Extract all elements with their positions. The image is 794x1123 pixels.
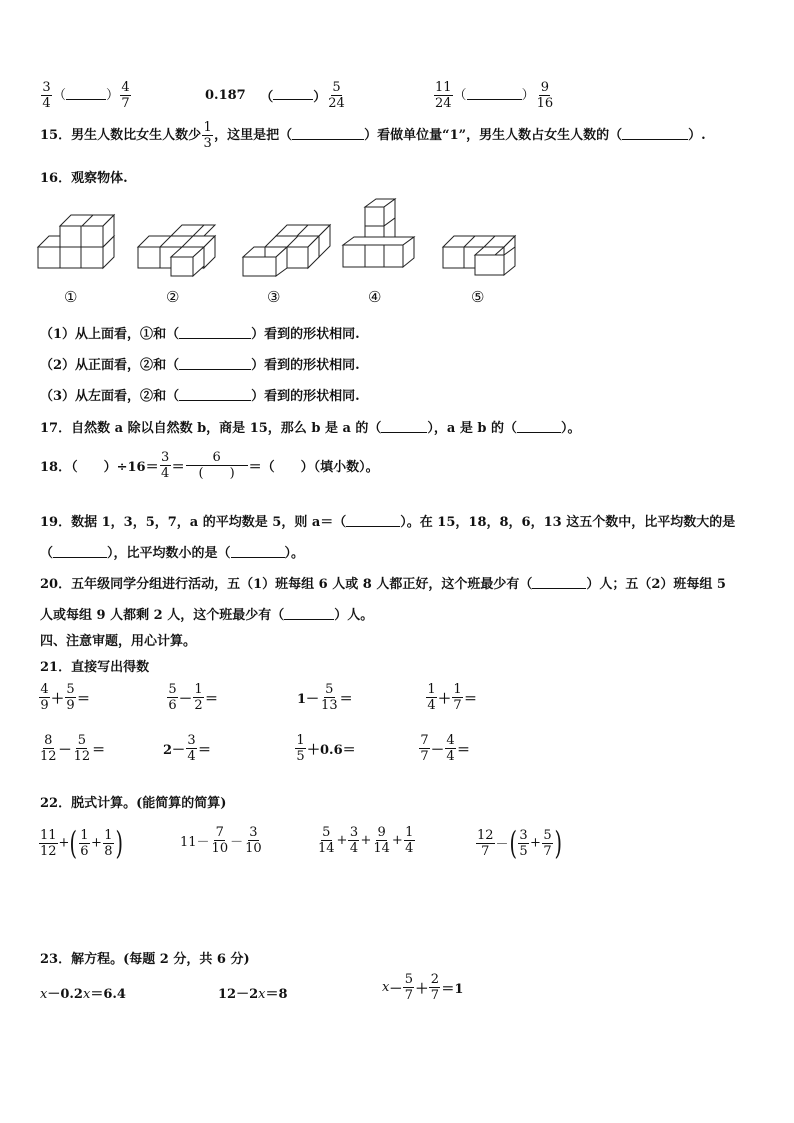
- question-text: ）.: [688, 128, 706, 143]
- question-20-line-1: [40, 573, 726, 592]
- answer-blank[interactable]: [179, 357, 251, 370]
- numerator: 4: [40, 682, 49, 697]
- operator: －: [495, 837, 509, 853]
- question-16-part-1: [40, 323, 360, 342]
- fraction: [403, 972, 414, 1003]
- answer-blank[interactable]: [66, 87, 106, 100]
- cube-figure-5: [443, 236, 515, 275]
- fraction: [372, 825, 391, 856]
- expression-text: ＝8: [265, 987, 288, 1002]
- fraction: [476, 828, 495, 859]
- cube-figure-3: [243, 225, 330, 276]
- question-20-line-2: [40, 604, 373, 623]
- question-number: 19．: [40, 515, 72, 530]
- numerator: 3: [519, 827, 528, 843]
- simplify-item-3: [316, 825, 416, 856]
- compare-item-2: [205, 80, 347, 111]
- equals-sign: ＝: [339, 692, 353, 707]
- question-text: 观察物体.: [71, 171, 128, 186]
- fraction: [419, 733, 430, 764]
- denominator: 13: [321, 698, 338, 713]
- fraction: [41, 80, 52, 111]
- denominator: 16: [536, 96, 554, 111]
- calc-item-6: [163, 733, 211, 764]
- fraction: [426, 682, 437, 713]
- operator: －: [389, 982, 403, 997]
- question-text: 数据 1，3，5，7，a 的平均数是 5，则 a＝（: [71, 515, 347, 530]
- question-15: [40, 120, 706, 151]
- fraction: [320, 682, 339, 713]
- expression-text: ＋0.6＝: [307, 743, 356, 758]
- question-text: ）。: [284, 546, 305, 561]
- operator: ＋: [51, 692, 65, 707]
- denominator: 12: [40, 843, 57, 859]
- numerator: 1: [203, 120, 212, 135]
- question-text: （1）从上面看，: [40, 327, 141, 342]
- fraction: [404, 825, 415, 856]
- operator: ＋: [415, 982, 429, 997]
- fraction: [348, 825, 359, 856]
- numerator: 11: [40, 827, 57, 843]
- question-22-title: [40, 792, 226, 811]
- calc-item-7: [294, 733, 356, 764]
- denominator: 12: [40, 749, 57, 764]
- question-17: [40, 417, 581, 436]
- fraction: [434, 80, 453, 111]
- simplify-item-1: [38, 825, 123, 861]
- cube-figure-1: [38, 215, 114, 268]
- variable: x: [258, 987, 266, 1002]
- fraction: [518, 828, 529, 859]
- fraction: [244, 825, 263, 856]
- calc-item-1: [38, 682, 90, 713]
- denominator: 2: [194, 698, 203, 713]
- fraction: [186, 450, 248, 481]
- fraction: [39, 682, 50, 713]
- numerator: 7: [420, 733, 429, 748]
- calc-item-8: [418, 733, 470, 764]
- numerator: 5: [325, 682, 334, 697]
- question-text: 和（: [153, 327, 180, 342]
- answer-blank[interactable]: [53, 545, 107, 558]
- variable: x: [82, 987, 91, 1002]
- operator: －: [58, 743, 72, 758]
- right-paren: ): [115, 824, 123, 862]
- question-text: ）看做单位量“1”，男生人数占女生人数的（: [364, 128, 623, 143]
- denominator: 4: [405, 841, 414, 856]
- question-text: ）人。: [334, 608, 374, 623]
- equals-sign: ＝: [171, 460, 185, 475]
- fraction: [295, 733, 306, 764]
- denominator: 4: [446, 749, 455, 764]
- equals-sign: ＝: [92, 743, 106, 758]
- equals-sign: ＝: [464, 692, 478, 707]
- fraction: [79, 828, 90, 859]
- question-text: 脱式计算。(能简算的简算): [71, 796, 227, 811]
- right-paren: ): [554, 824, 562, 862]
- numerator: 5: [168, 682, 177, 697]
- question-number: 17．: [40, 421, 72, 436]
- operator: +: [391, 833, 403, 848]
- denominator: 3: [203, 136, 212, 151]
- operator: ＋: [438, 692, 452, 707]
- question-text: 和（: [153, 389, 180, 404]
- figure-reference: ②: [140, 389, 154, 404]
- question-text: 解方程。(每题 2 分，共 6 分): [71, 952, 250, 967]
- figure-reference: ②: [140, 358, 154, 373]
- question-text: ），a 是 b 的（: [427, 421, 518, 436]
- equals-sign: ＝: [77, 692, 91, 707]
- calc-item-4: [425, 682, 477, 713]
- simplify-item-4: [475, 825, 562, 861]
- operator: +: [530, 835, 541, 851]
- operator: －: [179, 692, 193, 707]
- numerator: 6: [186, 450, 248, 466]
- answer-blank[interactable]: [346, 514, 400, 527]
- operator: －: [431, 743, 445, 758]
- fraction: [542, 828, 553, 859]
- numerator: 8: [44, 733, 53, 748]
- numerator: 5: [66, 682, 75, 697]
- question-21-title: [40, 656, 149, 675]
- question-number: 16．: [40, 171, 72, 186]
- denominator: 7: [430, 988, 440, 1003]
- denominator: 5: [519, 843, 528, 859]
- figure-label-4: ④: [368, 288, 382, 306]
- fraction: [65, 682, 76, 713]
- question-16-part-2: [40, 354, 360, 373]
- paren: ）: [521, 88, 535, 103]
- question-text: ）人；五（2）班每组 5: [586, 577, 726, 592]
- fraction: [202, 120, 213, 151]
- question-text: （2）从正面看，: [40, 358, 141, 373]
- operator: +: [90, 835, 102, 851]
- fraction: [167, 682, 178, 713]
- question-text: 人或每组 9 人都剩 2 人，这个班最少有（: [40, 608, 285, 623]
- fraction: [452, 682, 463, 713]
- denominator: 7: [543, 843, 552, 859]
- fraction: [103, 828, 114, 859]
- question-number: 15．: [40, 128, 72, 143]
- answer-blank[interactable]: [381, 420, 427, 433]
- numerator: 3: [42, 80, 51, 95]
- denominator: 14: [373, 841, 390, 856]
- denominator: 24: [435, 96, 452, 111]
- denominator: 7: [453, 698, 462, 713]
- denominator: 10: [211, 841, 229, 856]
- question-text: ）看到的形状相同.: [251, 389, 360, 404]
- numerator: 9: [377, 825, 386, 840]
- fraction: [317, 825, 336, 856]
- numerator: 1: [296, 733, 305, 748]
- question-text: 自然数 a 除以自然数 b，商是 15，那么 b 是 a 的（: [71, 421, 382, 436]
- answer-blank[interactable]: [231, 545, 285, 558]
- decimal-value: 0.187: [205, 88, 246, 103]
- left-paren: (: [509, 824, 517, 862]
- answer-blank[interactable]: [292, 127, 364, 140]
- denominator: 9: [40, 698, 49, 713]
- fraction: [73, 733, 92, 764]
- operator: +: [336, 833, 348, 848]
- expression-text: 11－: [180, 835, 210, 850]
- denominator: 6: [168, 698, 177, 713]
- question-text: ）。在 15，18，8，6，13 这五个数中，比平均数大的是: [400, 515, 736, 530]
- denominator: 7: [420, 749, 429, 764]
- equation-1: [40, 983, 126, 1002]
- answer-blank[interactable]: [532, 576, 586, 589]
- cube-figure-4: [343, 199, 414, 267]
- numerator: 9: [540, 80, 549, 95]
- question-text: ＝（ ）（填小数）。: [248, 460, 379, 475]
- denominator: 4: [42, 96, 51, 111]
- denominator: 8: [104, 843, 113, 859]
- question-text: 和（: [153, 358, 180, 373]
- answer-blank[interactable]: [179, 326, 251, 339]
- denominator[interactable]: ( ): [198, 466, 235, 481]
- numerator: 1: [427, 682, 436, 697]
- question-text: ，这里是把（: [214, 128, 293, 143]
- paren: ）: [313, 90, 327, 105]
- fraction: [211, 825, 230, 856]
- fraction: [327, 80, 346, 111]
- section-heading: 四、注意审题，用心计算。: [40, 634, 197, 649]
- question-number: 23．: [40, 952, 72, 967]
- figure-label-5: ⑤: [471, 288, 485, 306]
- numerator: 12: [477, 827, 494, 843]
- fraction: [186, 733, 197, 764]
- expression-text: ＝1: [441, 982, 464, 997]
- question-number: 21．: [40, 660, 72, 675]
- simplify-item-2: [180, 825, 264, 856]
- operator: +: [58, 835, 70, 851]
- paren: ）: [106, 88, 120, 103]
- answer-blank[interactable]: [273, 87, 313, 100]
- operator: +: [360, 833, 372, 848]
- numerator: 3: [160, 450, 170, 465]
- numerator: 11: [435, 80, 452, 95]
- question-text: ），比平均数小的是（: [107, 546, 231, 561]
- answer-blank[interactable]: [517, 420, 561, 433]
- denominator: 4: [160, 466, 170, 481]
- calc-item-2: [166, 682, 218, 713]
- question-text: 男生人数比女生人数少: [71, 128, 202, 143]
- numerator: 1: [104, 827, 113, 843]
- numerator: 1: [453, 682, 462, 697]
- paren: （: [53, 88, 67, 103]
- question-text: 直接写出得数: [71, 660, 150, 675]
- variable: x: [382, 980, 390, 995]
- equals-sign: ＝: [205, 692, 219, 707]
- variable: x: [40, 987, 48, 1002]
- denominator: 12: [73, 749, 91, 764]
- paren: （: [453, 88, 467, 103]
- question-23-title: [40, 948, 250, 967]
- question-text: （3）从左面看，: [40, 389, 141, 404]
- left-paren: (: [69, 824, 78, 862]
- numerator: 5: [77, 733, 86, 748]
- operator: －: [230, 835, 244, 850]
- expression-text: 12－2: [218, 987, 259, 1002]
- question-text: （ ）÷16＝: [71, 460, 159, 475]
- numerator: 7: [215, 825, 224, 840]
- fraction: [39, 828, 58, 859]
- denominator: 4: [349, 841, 359, 856]
- denominator: 14: [318, 841, 335, 856]
- question-text: ）看到的形状相同.: [251, 327, 360, 342]
- fraction: [429, 972, 440, 1003]
- question-16-title: [40, 167, 128, 186]
- expression-text: －0.2: [47, 987, 83, 1002]
- question-number: 22．: [40, 796, 72, 811]
- fraction: [536, 80, 555, 111]
- equation-2: [218, 983, 288, 1002]
- answer-blank[interactable]: [179, 388, 251, 401]
- question-number: 18．: [40, 460, 72, 475]
- numerator: 4: [121, 80, 130, 95]
- question-text: 五年级同学分组进行活动，五（1）班每组 6 人或 8 人都正好，这个班最少有（: [71, 577, 533, 592]
- denominator: 4: [427, 698, 436, 713]
- numerator: 3: [249, 825, 258, 840]
- question-text: （: [40, 546, 54, 561]
- compare-item-3: [433, 80, 555, 111]
- question-text: ）。: [561, 421, 581, 436]
- fraction: [39, 733, 58, 764]
- denominator: 9: [66, 698, 75, 713]
- fraction: [445, 733, 456, 764]
- numerator: 1: [405, 825, 414, 840]
- answer-blank[interactable]: [467, 87, 522, 100]
- numerator: 5: [322, 825, 331, 840]
- expression-text: 2－: [163, 743, 186, 758]
- denominator: 7: [121, 96, 130, 111]
- numerator: 5: [332, 80, 341, 95]
- numerator: 2: [430, 972, 440, 987]
- calc-item-3: [297, 682, 353, 713]
- question-19-line-2: [40, 542, 304, 561]
- fraction: [193, 682, 204, 713]
- fraction: [120, 80, 131, 111]
- cube-figures: [30, 195, 530, 280]
- question-16-part-3: [40, 385, 360, 404]
- calc-item-5: [38, 733, 105, 764]
- numerator: 1: [194, 682, 203, 697]
- figure-label-1: ①: [64, 288, 78, 306]
- figure-reference: ①: [140, 327, 154, 342]
- denominator: 4: [187, 749, 196, 764]
- numerator: 5: [404, 972, 413, 987]
- question-number: 20．: [40, 577, 72, 592]
- denominator: 7: [481, 843, 490, 859]
- answer-blank[interactable]: [284, 607, 334, 620]
- question-text: ）看到的形状相同.: [251, 358, 360, 373]
- answer-blank[interactable]: [622, 127, 688, 140]
- denominator: 24: [328, 96, 345, 111]
- question-18: [40, 450, 379, 481]
- denominator: 10: [245, 841, 262, 856]
- figure-label-3: ③: [267, 288, 281, 306]
- question-19-line-1: [40, 511, 735, 530]
- expression-text: ＝6.4: [90, 987, 126, 1002]
- denominator: 5: [296, 749, 305, 764]
- denominator: 6: [80, 843, 89, 859]
- paren: （: [260, 90, 274, 105]
- compare-item-1: [40, 80, 132, 111]
- fraction: [160, 450, 171, 481]
- numerator: 3: [349, 825, 359, 840]
- figure-label-2: ②: [166, 288, 180, 306]
- numerator: 5: [543, 827, 552, 843]
- expression-text: 1－: [297, 692, 320, 707]
- numerator: 3: [187, 733, 196, 748]
- denominator: 7: [404, 988, 413, 1003]
- cube-figure-2: [138, 225, 215, 276]
- equals-sign: ＝: [198, 743, 212, 758]
- numerator: 4: [446, 733, 455, 748]
- equals-sign: ＝: [457, 743, 471, 758]
- equation-3: [382, 972, 463, 1003]
- numerator: 1: [80, 827, 89, 843]
